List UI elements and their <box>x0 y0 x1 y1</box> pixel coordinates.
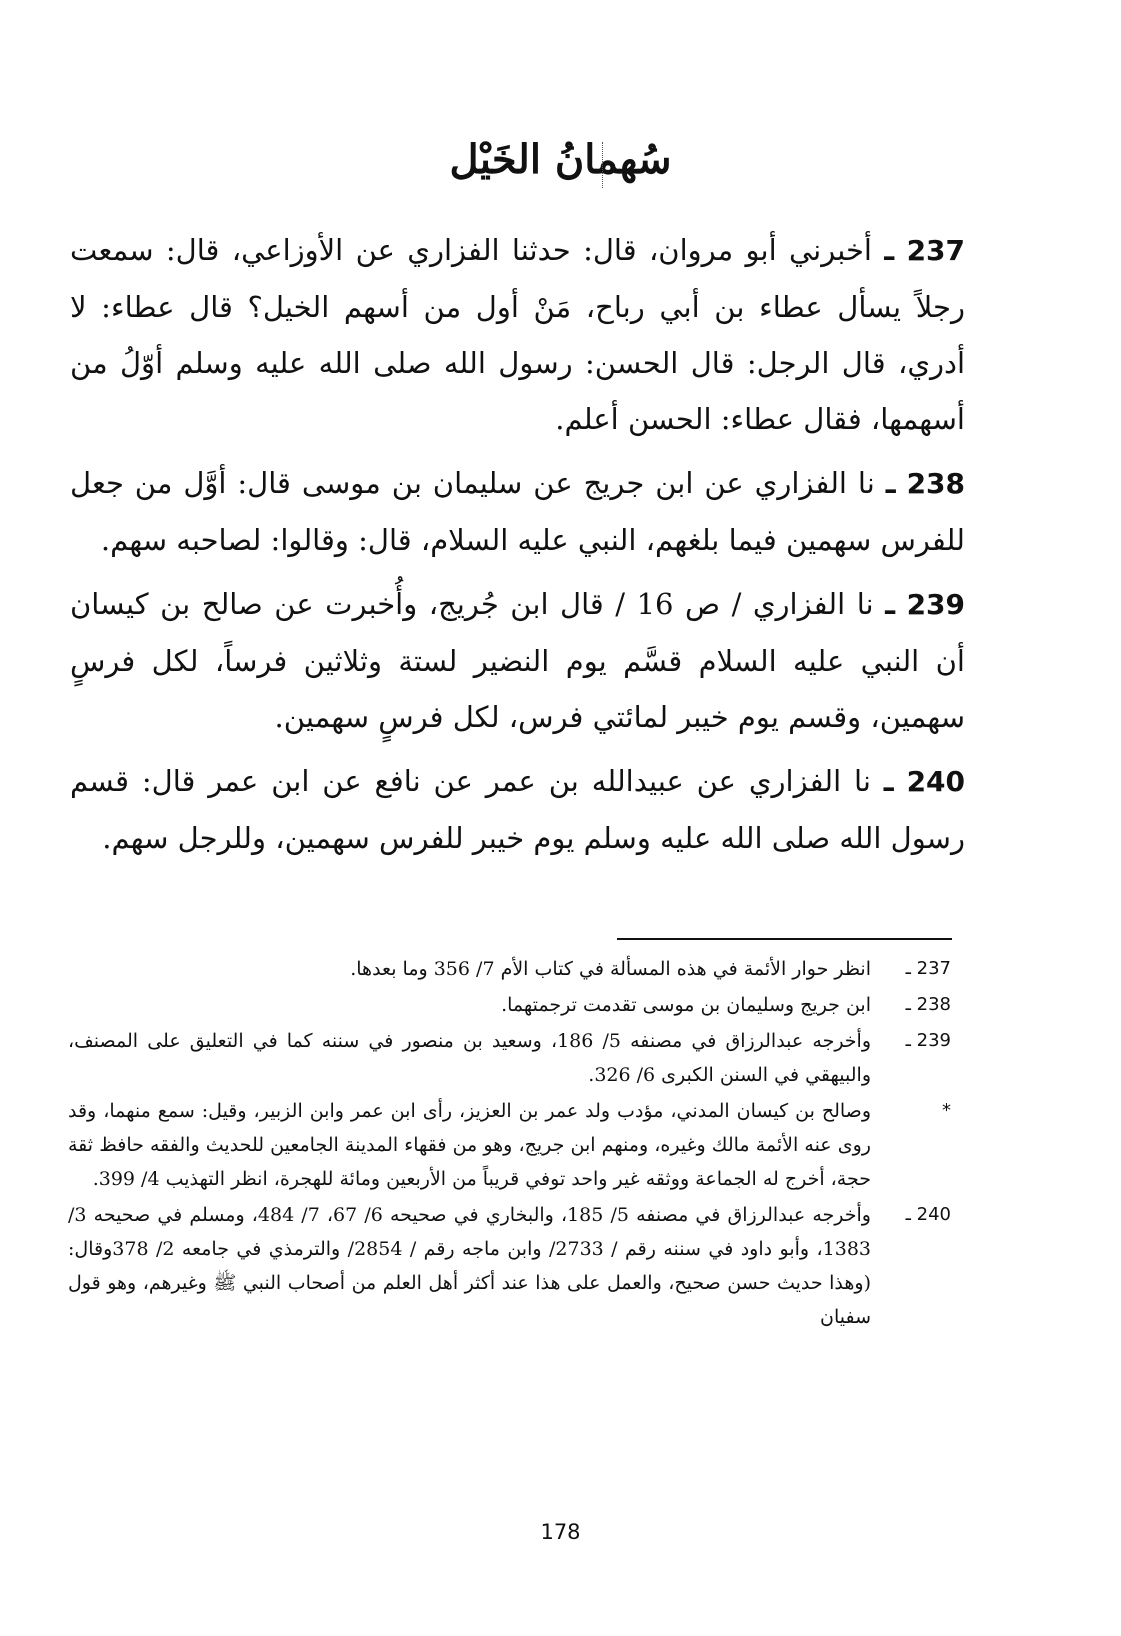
hadith-dash: ـ <box>885 587 896 621</box>
hadith-text: أخبرني أبو مروان، قال: حدثنا الفزاري عن الأوزاعي، قال: سمعت رجلاً يسأل عطاء بن أبي رباح، مَنْ أول من أسهم الخيل؟ قال عطاء: لا أدري، قال الرجل: قال الحسن: رسول الله صلى الله عليه وسلم أوّلُ من أسهمها، فقال عطاء: الحسن أعلم. <box>70 233 965 436</box>
footnote-asterisk <box>68 1094 955 1196</box>
footnote-239 <box>68 1024 955 1092</box>
hadith-number: 238 <box>906 467 966 500</box>
footnote-text: ابن جريج وسليمان بن موسى تقدمت ترجمتهما. <box>501 994 871 1016</box>
footnote-240 <box>68 1198 955 1334</box>
hadith-number: 237 <box>906 234 966 267</box>
footnote-marker: 237 ـ <box>905 958 951 979</box>
chapter-title: سُهمانُ الخَيْل <box>449 136 672 183</box>
hadith-number: 239 <box>906 588 966 621</box>
page-number: 178 <box>540 1520 581 1544</box>
footnote-text: انظر حوار الأئمة في هذه المسألة في كتاب الأم 7/ 356 وما بعدها. <box>350 958 871 980</box>
hadith-number: 240 <box>906 765 966 798</box>
hadith-text: نا الفزاري عن عبيدالله بن عمر عن نافع عن ابن عمر قال: قسم رسول الله صلى الله عليه وسلم يوم خيبر للفرس سهمين، وللرجل سهم. <box>70 764 965 855</box>
hadith-238 <box>70 455 965 568</box>
footnote-marker: 240 ـ <box>905 1204 951 1225</box>
hadith-237 <box>70 222 965 447</box>
footnote-marker: 239 ـ <box>905 1030 951 1051</box>
footnotes <box>68 952 955 1336</box>
footnote-text: وصالح بن كيسان المدني، مؤدب ولد عمر بن العزيز، رأى ابن عمر وابن الزبير، وقيل: سمع منهما، وقد روى عنه الأئمة مالك وغيره، ومنهم ابن جريج، وهو من فقهاء المدينة الجامعين للحديث والفقه حافظ ثقة حجة، أخرج له الجماعة ووثقه غير واحد توفي قريباً من الأربعين ومائة للهجرة، انظر التهذيب 4/ 399. <box>68 1100 871 1190</box>
hadith-text: نا الفزاري / ص 16 / قال ابن جُريج، وأُخبرت عن صالح بن كيسان أن النبي عليه السلام قسَّم يوم النضير لستة وثلاثين فرساً، لكل فرسٍ سهمين، وقسم يوم خيبر لمائتي فرس، لكل فرسٍ سهمين. <box>70 587 965 734</box>
hadith-dash: ـ <box>884 233 895 267</box>
footnote-marker: 238 ـ <box>905 994 951 1015</box>
hadith-body <box>70 222 965 874</box>
footnote-marker: * <box>942 1100 951 1121</box>
hadith-text: نا الفزاري عن ابن جريج عن سليمان بن موسى قال: أوَّل من جعل للفرس سهمين فيما بلغهم، النبي عليه السلام، قال: وقالوا: لصاحبه سهم. <box>70 466 965 557</box>
title-margin-mark <box>602 142 605 188</box>
footnote-text: وأخرجه عبدالرزاق في مصنفه 5/ 186، وسعيد بن منصور في سننه كما في التعليق على المصنف، والبيهقي في السنن الكبرى 6/ 326. <box>68 1030 871 1086</box>
hadith-239 <box>70 576 965 745</box>
footnote-divider <box>617 938 952 940</box>
hadith-dash: ـ <box>885 466 896 500</box>
hadith-240 <box>70 753 965 866</box>
footnote-237 <box>68 952 955 986</box>
footnote-238 <box>68 988 955 1022</box>
footnote-text: وأخرجه عبدالرزاق في مصنفه 5/ 185، والبخاري في صحيحه 6/ 67، 7/ 484، ومسلم في صحيحه 3/ 1383، وأبو داود في سننه رقم / 2733/ وابن ماجه رقم / 2854/ والترمذي في جامعه 2/ 378وقال: (وهذا حديث حسن صحيح، والعمل على هذا عند أكثر أهل العلم من أصحاب النبي ﷺ وغيرهم، وهو قول سفيان <box>68 1204 871 1328</box>
hadith-dash: ـ <box>883 764 894 798</box>
